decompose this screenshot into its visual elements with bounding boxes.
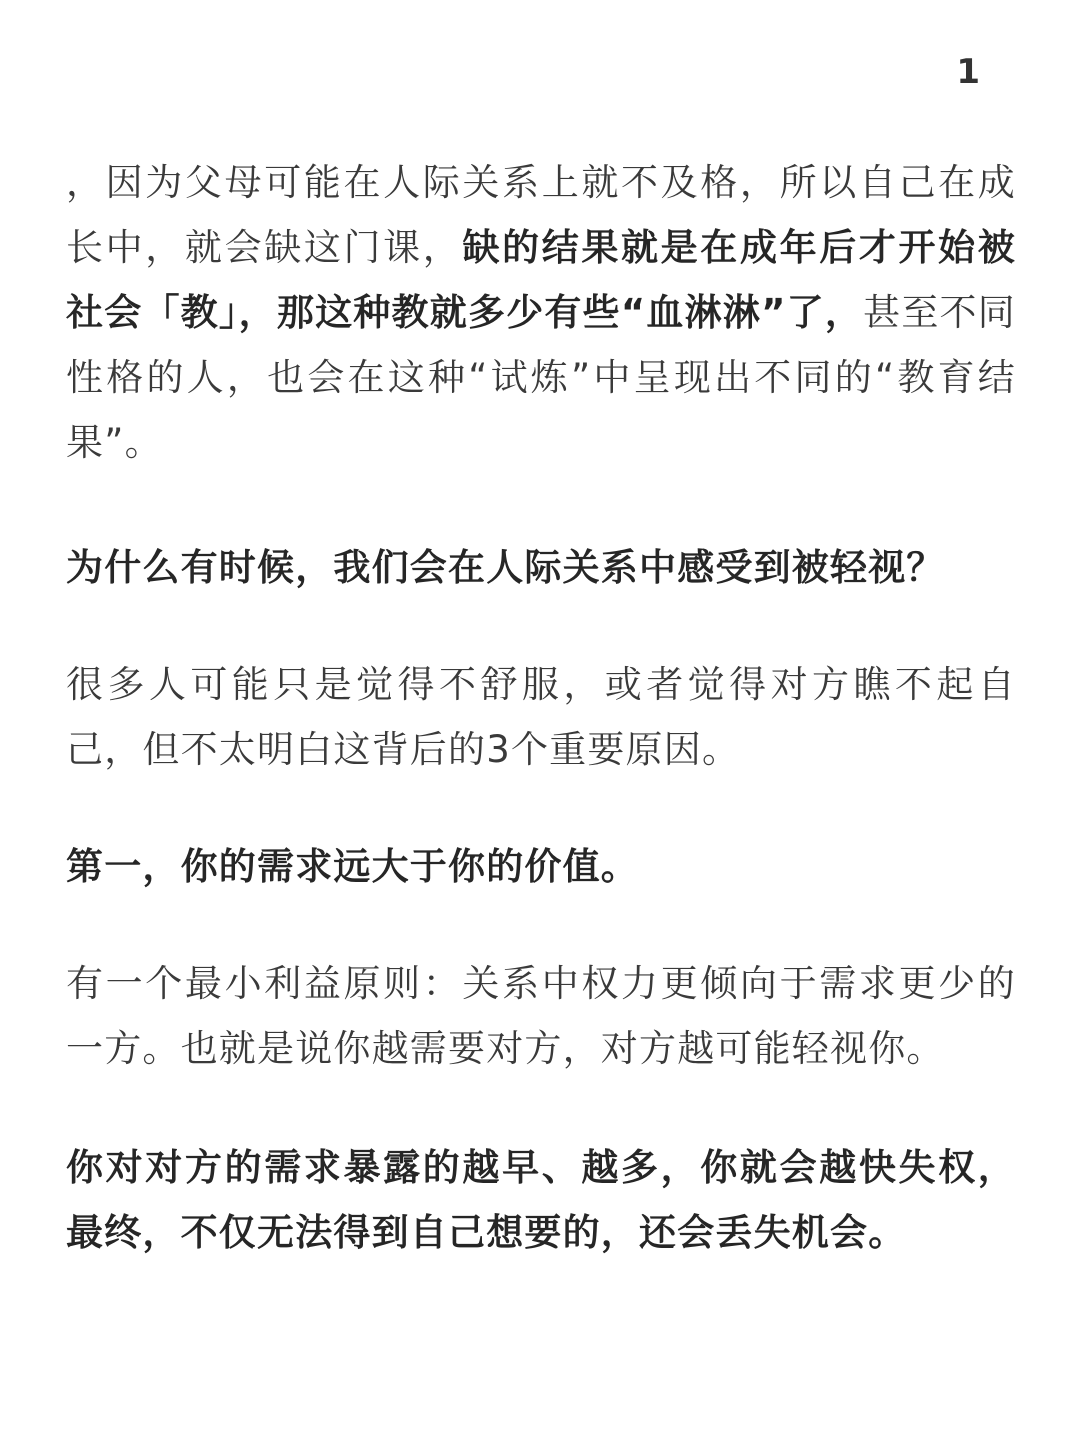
paragraph-reasons: 很多人可能只是觉得不舒服，或者觉得对方瞧不起自己，但不太明白这背后的3个重要原因。	[66, 663, 1016, 771]
section-reason-one-heading: 第一，你的需求远大于你的价值。	[66, 845, 639, 888]
article-body	[66, 150, 1016, 1265]
paragraph-principle: 有一个最小利益原则：关系中权力更倾向于需求更少的一方。也就是说你越需要对方，对方越可能轻视你。	[66, 962, 1016, 1070]
paragraph-intro-emphasis: 缺的结果就是在成年后才开始被社会「教」，那这种教就多少有些“血淋淋”了，	[66, 226, 1016, 334]
paragraph-intro	[66, 150, 1016, 475]
paragraph-intro-text-a: ，因为父母可能在人际关系上就不及格，所以自己在成长中，就会缺这门课，	[66, 161, 1016, 269]
section-question-heading: 为什么有时候，我们会在人际关系中感受到被轻视？	[66, 546, 945, 589]
page-number: 1	[956, 52, 980, 92]
paragraph-intro-text-b: 甚至不同性格的人，也会在这种“试炼”中呈现出不同的“教育结果”。	[66, 291, 1016, 464]
paragraph-conclusion: 你对对方的需求暴露的越早、越多，你就会越快失权，最终，不仅无法得到自己想要的，还会丢失机会。	[66, 1146, 1016, 1254]
